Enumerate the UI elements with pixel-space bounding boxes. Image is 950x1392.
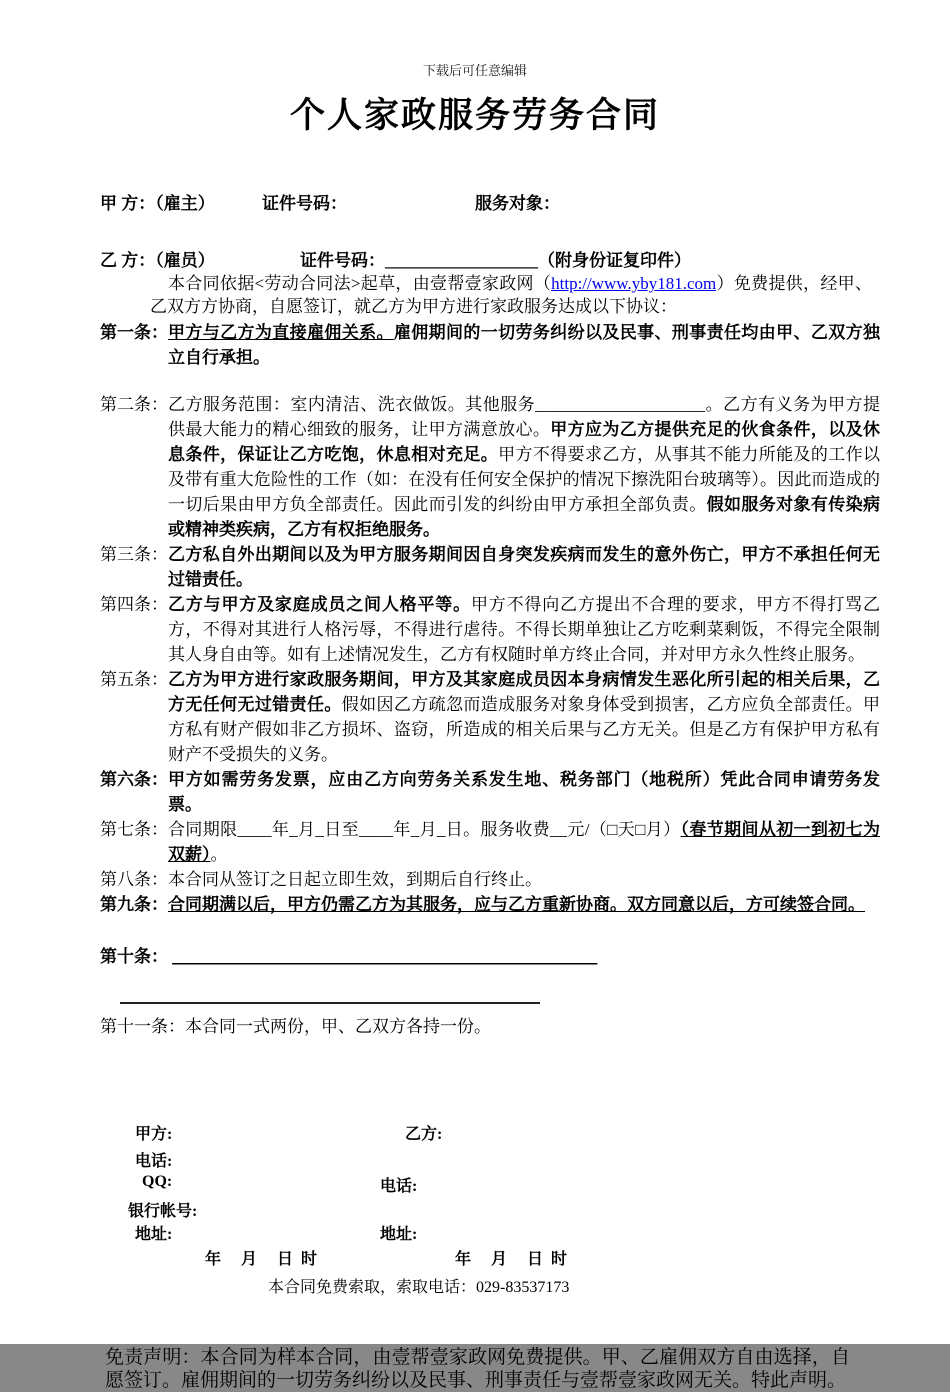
article-label: 第九条： [100, 895, 168, 914]
article-segment: 乙方服务范围：室内清洁、洗衣做饭。其他服务 [168, 395, 536, 414]
article-11-text: 本合同一式两份，甲、乙双方各持一份。 [185, 1017, 491, 1036]
article-label: 第四条： [100, 595, 168, 614]
sig-party-a-label: 甲方: [135, 1126, 173, 1143]
party-b-copy-note: （附身份证复印件） [538, 251, 691, 270]
article-label: 第五条： [100, 670, 168, 689]
sig-phone-b-label: 电话: [380, 1178, 418, 1195]
sig-qq-label: QQ: [142, 1173, 173, 1190]
article-body [168, 395, 880, 539]
sig-address-b-label: 地址: [380, 1226, 418, 1243]
sig-date-a-label: 年 月 日 时 [205, 1251, 320, 1268]
article-body [168, 545, 880, 589]
article-segment: 雇佣期间的一切劳务纠纷以及民事、刑事责任均由甲、乙双方独立自行承担。 [168, 323, 880, 367]
article-11-label: 第十一条： [100, 1017, 185, 1036]
articles-list [100, 320, 880, 917]
intro-text-before-link: 本合同依据<劳动合同法>起草，由壹帮壹家政网（ [168, 274, 552, 293]
intro-text-after-link: ）免费提供，经甲、乙双方方协商，自愿签订，就乙方为甲方进行家政服务达成以下协议： [150, 274, 872, 316]
article-body [168, 770, 880, 814]
article-label: 第八条： [100, 870, 168, 889]
article-segment: 假如因乙方疏忽而造成服务对象身体受到损害，乙方应负全部责任。甲方私有财产假如非乙方损坏、盗窃，所造成的相关后果与乙方无关。但是乙方有保护甲方私有财产不受损失的义务。 [168, 695, 880, 764]
article-10-label: 第十条： [100, 947, 168, 966]
article-2 [100, 392, 880, 542]
article-6 [100, 767, 880, 817]
article-segment: 乙方为甲方进行家政服务期间，甲方及其家庭成员因本身病情发生恶化所引起的相关后果，乙方无任何无过错责任。 [168, 670, 880, 714]
sig-phone-a-label: 电话: [135, 1153, 173, 1170]
article-4 [100, 592, 880, 667]
party-b-label: 乙 方：（雇员） [100, 251, 215, 270]
editable-note: 下载后可任意编辑 [422, 63, 527, 78]
article-label: 第三条： [100, 545, 168, 564]
article-segment: 假如服务对象有传染病或精神类疾病，乙方有权拒绝服务。 [168, 495, 880, 539]
article-segment: 甲方与乙方为直接雇佣关系。 [168, 323, 394, 342]
article-segment: 乙方私自外出期间以及为甲方服务期间因自身突发疾病而发生的意外伤亡，甲方不承担任何无过错责任。 [168, 545, 880, 589]
article-8 [100, 867, 880, 892]
article-10-blank: __________________________________________________ [172, 947, 598, 966]
article-label: 第一条： [100, 323, 168, 342]
sig-address-a-label: 地址: [135, 1226, 173, 1243]
signature-block [0, 1121, 950, 1266]
party-a-service-target-label: 服务对象： [475, 194, 560, 213]
article-segment: 合同期满以后，甲方仍需乙方为其服务，应与乙方重新协商。双方同意以后，方可续签合同。 [168, 895, 865, 914]
article-segment: 甲方不得向乙方提出不合理的要求，甲方不得打骂乙方，不得对其进行人格污辱，不得进行虐待。不得长期单独让乙方吃剩菜剩饭，不得完全限制其人身自由等。如有上述情况发生，乙方有权随时单方终止合同，并对甲方永久性终止服务。 [168, 595, 881, 664]
article-body [168, 820, 880, 864]
party-b-id-blank: __________________ [385, 251, 538, 270]
page-title: 个人家政服务劳务合同 [289, 96, 660, 135]
disclaimer-paragraph: 免责声明：本合同为样本合同，由壹帮壹家政网免费提供。甲、乙雇佣双方自由选择，自愿签订。雇佣期间的一切劳务纠纷以及民事、刑事责任与壹帮壹家政网无关。特此声明。 [105, 1347, 850, 1391]
article-segment: 甲方不得要求乙方，从事其不能力所能及的工作以及带有重大危险性的工作（如：在没有任何安全保护的情况下擦洗阳台玻璃等）。因此而造成的一切后果由甲方负全部责任。因此而引发的纠纷由甲方承担全部负责。 [168, 445, 880, 514]
article-3 [100, 542, 880, 592]
article-7 [100, 817, 880, 867]
contract-request-note: 本合同免费索取，索取电话：029-83537173 [268, 1279, 570, 1296]
article-5 [100, 667, 880, 767]
party-a-id-label: 证件号码： [262, 194, 347, 213]
party-a-label: 甲 方：（雇主） [100, 194, 215, 213]
article-body [168, 323, 880, 367]
article-label: 第二条： [100, 395, 168, 414]
article-body [168, 595, 880, 664]
article-label: 第七条： [100, 820, 168, 839]
article-segment: 。 [210, 845, 228, 864]
sig-bank-label: 银行帐号: [128, 1203, 198, 1220]
sig-party-b-label: 乙方: [405, 1126, 443, 1143]
article-9 [100, 892, 880, 917]
article-10 [100, 944, 950, 969]
article-11 [100, 1014, 950, 1039]
party-a-row [0, 189, 950, 211]
article-segment: 甲方如需劳务发票，应由乙方向劳务关系发生地、税务部门（地税所）凭此合同申请劳务发票。 [168, 770, 880, 814]
article-label: 第六条： [100, 770, 168, 789]
article-segment: 合同期限____年_月_日至____年_月_日。服务收费__元/（□天□月） [168, 820, 681, 839]
website-link[interactable]: http://www.yby181.com [551, 274, 717, 293]
fill-in-line [120, 1002, 540, 1004]
article-body [168, 670, 880, 764]
article-body [168, 870, 542, 889]
article-segment: 乙方与甲方及家庭成员之间人格平等。 [168, 595, 471, 614]
article-segment: 甲方应为乙方提供充足的伙食条件，以及休息条件，保证让乙方吃饱，休息相对充足。 [168, 420, 880, 464]
article-segment: ____________________ [535, 395, 706, 414]
article-segment: 。乙方有义务为甲方提供最大能力的精心细致的服务，让甲方满意放心。 [168, 395, 881, 439]
party-b-row [0, 246, 950, 268]
article-segment: 本合同从签订之日起立即生效，到期后自行终止。 [168, 870, 542, 889]
intro-paragraph [150, 272, 872, 318]
sig-date-b-label: 年 月 日 时 [455, 1251, 570, 1268]
party-b-id-label: 证件号码： [300, 251, 385, 270]
party-b-id-group [300, 246, 691, 271]
article-segment: （春节期间从初一到初七为双薪） [168, 820, 881, 864]
article-body [168, 895, 865, 914]
article-1 [100, 320, 880, 370]
